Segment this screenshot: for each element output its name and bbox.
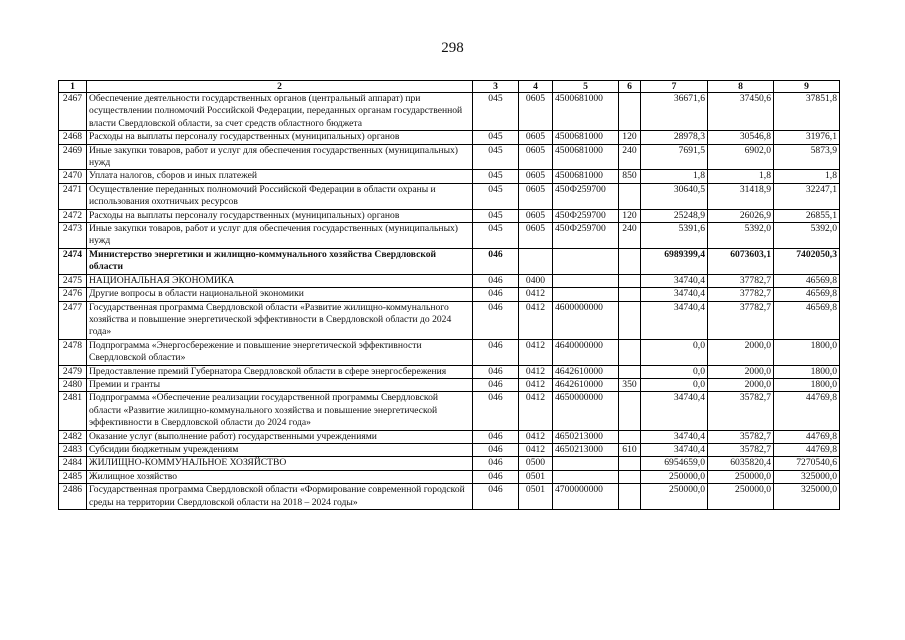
row-number: 2477 (59, 301, 87, 339)
amount-col7: 0,0 (641, 365, 708, 378)
amount-col9: 325000,0 (774, 484, 840, 510)
row-number: 2471 (59, 183, 87, 209)
expense-type-code (619, 248, 641, 274)
expense-type-code (619, 339, 641, 365)
amount-col7: 6989399,4 (641, 248, 708, 274)
row-name: Министерство энергетики и жилищно-коммунального хозяйства Свердловской области (87, 248, 473, 274)
target-article-code (553, 470, 619, 483)
target-article-code (553, 274, 619, 287)
ministry-code: 046 (473, 248, 519, 274)
row-name: Расходы на выплаты персоналу государственных (муниципальных) органов (87, 131, 473, 144)
row-number: 2482 (59, 430, 87, 443)
table-row (59, 430, 840, 443)
amount-col8: 2000,0 (708, 378, 774, 391)
amount-col8: 6902,0 (708, 144, 774, 170)
ministry-code: 046 (473, 430, 519, 443)
section-code: 0605 (519, 183, 553, 209)
row-name: НАЦИОНАЛЬНАЯ ЭКОНОМИКА (87, 274, 473, 287)
section-code: 0412 (519, 378, 553, 391)
amount-col8: 6073603,1 (708, 248, 774, 274)
header-cell: 9 (774, 81, 840, 93)
amount-col7: 250000,0 (641, 470, 708, 483)
header-cell: 5 (553, 81, 619, 93)
expense-type-code (619, 470, 641, 483)
amount-col8: 37782,7 (708, 301, 774, 339)
table-row (59, 93, 840, 131)
target-article-code: 4650213000 (553, 443, 619, 456)
amount-col9: 5873,9 (774, 144, 840, 170)
section-code: 0412 (519, 288, 553, 301)
amount-col7: 0,0 (641, 339, 708, 365)
target-article-code: 4500681000 (553, 170, 619, 183)
amount-col8: 1,8 (708, 170, 774, 183)
amount-col7: 6954659,0 (641, 457, 708, 470)
row-number: 2483 (59, 443, 87, 456)
expense-type-code: 120 (619, 209, 641, 222)
target-article-code: 4700000000 (553, 484, 619, 510)
expense-type-code (619, 392, 641, 430)
row-number: 2468 (59, 131, 87, 144)
expense-type-code: 850 (619, 170, 641, 183)
amount-col9: 7270540,6 (774, 457, 840, 470)
ministry-code: 045 (473, 131, 519, 144)
expense-type-code (619, 288, 641, 301)
header-cell: 4 (519, 81, 553, 93)
row-number: 2470 (59, 170, 87, 183)
expense-type-code (619, 365, 641, 378)
row-number: 2469 (59, 144, 87, 170)
target-article-code: 450Ф259700 (553, 223, 619, 249)
section-code: 0412 (519, 443, 553, 456)
table-row (59, 288, 840, 301)
ministry-code: 046 (473, 274, 519, 287)
amount-col7: 25248,9 (641, 209, 708, 222)
section-code: 0400 (519, 274, 553, 287)
target-article-code: 4642610000 (553, 365, 619, 378)
row-number: 2485 (59, 470, 87, 483)
section-code: 0412 (519, 365, 553, 378)
row-name: Другие вопросы в области национальной экономики (87, 288, 473, 301)
header-cell: 2 (87, 81, 473, 93)
table-row (59, 144, 840, 170)
amount-col8: 35782,7 (708, 443, 774, 456)
target-article-code: 4500681000 (553, 93, 619, 131)
table-row (59, 223, 840, 249)
row-name: Субсидии бюджетным учреждениям (87, 443, 473, 456)
row-name: Иные закупки товаров, работ и услуг для обеспечения государственных (муниципальных) нужд (87, 223, 473, 249)
amount-col9: 44769,8 (774, 392, 840, 430)
expense-type-code: 610 (619, 443, 641, 456)
section-code: 0501 (519, 484, 553, 510)
table-row (59, 457, 840, 470)
ministry-code: 045 (473, 209, 519, 222)
ministry-code: 045 (473, 93, 519, 131)
row-name: Государственная программа Свердловской области «Формирование современной городской среды на территории Свердловской области на 2018 – 2024 годы» (87, 484, 473, 510)
amount-col7: 7691,5 (641, 144, 708, 170)
target-article-code: 4642610000 (553, 378, 619, 391)
expense-type-code (619, 301, 641, 339)
row-name: Расходы на выплаты персоналу государственных (муниципальных) органов (87, 209, 473, 222)
expense-type-code (619, 274, 641, 287)
expense-type-code (619, 183, 641, 209)
amount-col9: 46569,8 (774, 301, 840, 339)
amount-col7: 34740,4 (641, 443, 708, 456)
expense-type-code: 240 (619, 223, 641, 249)
amount-col7: 0,0 (641, 378, 708, 391)
header-cell: 3 (473, 81, 519, 93)
target-article-code: 4500681000 (553, 144, 619, 170)
amount-col9: 325000,0 (774, 470, 840, 483)
row-number: 2472 (59, 209, 87, 222)
row-number: 2476 (59, 288, 87, 301)
row-number: 2467 (59, 93, 87, 131)
ministry-code: 046 (473, 339, 519, 365)
ministry-code: 046 (473, 365, 519, 378)
amount-col7: 30640,5 (641, 183, 708, 209)
section-code: 0605 (519, 209, 553, 222)
amount-col9: 1800,0 (774, 378, 840, 391)
amount-col7: 1,8 (641, 170, 708, 183)
amount-col7: 34740,4 (641, 274, 708, 287)
amount-col9: 1,8 (774, 170, 840, 183)
amount-col7: 5391,6 (641, 223, 708, 249)
row-number: 2478 (59, 339, 87, 365)
expense-type-code: 350 (619, 378, 641, 391)
amount-col8: 35782,7 (708, 430, 774, 443)
table-row (59, 183, 840, 209)
table-row (59, 392, 840, 430)
table-row (59, 470, 840, 483)
amount-col8: 31418,9 (708, 183, 774, 209)
amount-col9: 31976,1 (774, 131, 840, 144)
ministry-code: 045 (473, 183, 519, 209)
amount-col7: 36671,6 (641, 93, 708, 131)
row-number: 2481 (59, 392, 87, 430)
amount-col9: 1800,0 (774, 339, 840, 365)
row-name: Премии и гранты (87, 378, 473, 391)
amount-col7: 34740,4 (641, 430, 708, 443)
section-code: 0412 (519, 339, 553, 365)
budget-table (58, 80, 840, 510)
amount-col8: 2000,0 (708, 365, 774, 378)
table-row (59, 365, 840, 378)
header-cell: 8 (708, 81, 774, 93)
section-code: 0605 (519, 144, 553, 170)
amount-col7: 34740,4 (641, 288, 708, 301)
ministry-code: 045 (473, 144, 519, 170)
table-row (59, 378, 840, 391)
amount-col8: 37782,7 (708, 288, 774, 301)
amount-col9: 26855,1 (774, 209, 840, 222)
expense-type-code (619, 457, 641, 470)
amount-col8: 37782,7 (708, 274, 774, 287)
target-article-code: 4650213000 (553, 430, 619, 443)
target-article-code: 4600000000 (553, 301, 619, 339)
expense-type-code: 120 (619, 131, 641, 144)
amount-col9: 46569,8 (774, 288, 840, 301)
expense-type-code (619, 93, 641, 131)
section-code: 0412 (519, 430, 553, 443)
row-number: 2480 (59, 378, 87, 391)
section-code: 0605 (519, 170, 553, 183)
amount-col9: 32247,1 (774, 183, 840, 209)
ministry-code: 046 (473, 392, 519, 430)
page-number: 298 (441, 40, 464, 56)
amount-col8: 6035820,4 (708, 457, 774, 470)
row-name: Подпрограмма «Обеспечение реализации государственной программы Свердловской области «Развитие жилищно-коммунального хозяйства и повышение энергетической эффективности в Свердловской области до 2024 года» (87, 392, 473, 430)
ministry-code: 046 (473, 443, 519, 456)
table-row (59, 301, 840, 339)
row-name: Обеспечение деятельности государственных органов (центральный аппарат) при осуществлении полномочий Российской Федерации, переданных органам государственной власти Свердловской области, за счет средств областного бюджета (87, 93, 473, 131)
expense-type-code: 240 (619, 144, 641, 170)
target-article-code: 4640000000 (553, 339, 619, 365)
section-code (519, 248, 553, 274)
row-name: Подпрограмма «Энергосбережение и повышение энергетической эффективности Свердловской области» (87, 339, 473, 365)
amount-col9: 44769,8 (774, 443, 840, 456)
amount-col8: 35782,7 (708, 392, 774, 430)
row-name: Иные закупки товаров, работ и услуг для обеспечения государственных (муниципальных) нужд (87, 144, 473, 170)
section-code: 0412 (519, 392, 553, 430)
table-header-row (59, 81, 840, 93)
amount-col7: 34740,4 (641, 301, 708, 339)
row-number: 2486 (59, 484, 87, 510)
expense-type-code (619, 484, 641, 510)
amount-col8: 5392,0 (708, 223, 774, 249)
target-article-code: 450Ф259700 (553, 209, 619, 222)
amount-col8: 250000,0 (708, 484, 774, 510)
ministry-code: 045 (473, 223, 519, 249)
row-number: 2473 (59, 223, 87, 249)
amount-col7: 250000,0 (641, 484, 708, 510)
amount-col8: 250000,0 (708, 470, 774, 483)
amount-col9: 1800,0 (774, 365, 840, 378)
row-name: Уплата налогов, сборов и иных платежей (87, 170, 473, 183)
target-article-code: 4650000000 (553, 392, 619, 430)
amount-col8: 2000,0 (708, 339, 774, 365)
header-cell: 6 (619, 81, 641, 93)
ministry-code: 046 (473, 288, 519, 301)
row-number: 2475 (59, 274, 87, 287)
table-row (59, 209, 840, 222)
target-article-code: 4500681000 (553, 131, 619, 144)
row-name: Оказание услуг (выполнение работ) государственными учреждениями (87, 430, 473, 443)
table-row (59, 274, 840, 287)
amount-col9: 5392,0 (774, 223, 840, 249)
section-code: 0605 (519, 223, 553, 249)
target-article-code (553, 288, 619, 301)
table-row (59, 484, 840, 510)
ministry-code: 046 (473, 301, 519, 339)
table-row (59, 339, 840, 365)
row-name: ЖИЛИЩНО-КОММУНАЛЬНОЕ ХОЗЯЙСТВО (87, 457, 473, 470)
ministry-code: 045 (473, 170, 519, 183)
amount-col8: 37450,6 (708, 93, 774, 131)
table-row (59, 131, 840, 144)
amount-col9: 7402050,3 (774, 248, 840, 274)
amount-col7: 34740,4 (641, 392, 708, 430)
ministry-code: 046 (473, 484, 519, 510)
ministry-code: 046 (473, 457, 519, 470)
header-cell: 7 (641, 81, 708, 93)
amount-col9: 37851,8 (774, 93, 840, 131)
section-code: 0605 (519, 131, 553, 144)
section-code: 0605 (519, 93, 553, 131)
amount-col7: 28978,3 (641, 131, 708, 144)
section-code: 0412 (519, 301, 553, 339)
table-row (59, 170, 840, 183)
amount-col8: 26026,9 (708, 209, 774, 222)
section-code: 0500 (519, 457, 553, 470)
row-number: 2474 (59, 248, 87, 274)
table-row (59, 248, 840, 274)
ministry-code: 046 (473, 470, 519, 483)
amount-col8: 30546,8 (708, 131, 774, 144)
row-number: 2479 (59, 365, 87, 378)
target-article-code (553, 248, 619, 274)
row-name: Жилищное хозяйство (87, 470, 473, 483)
ministry-code: 046 (473, 378, 519, 391)
section-code: 0501 (519, 470, 553, 483)
row-name: Осуществление переданных полномочий Российской Федерации в области охраны и использования охотничьих ресурсов (87, 183, 473, 209)
row-name: Государственная программа Свердловской области «Развитие жилищно-коммунального хозяйства и повышение энергетической эффективности в Свердловской области до 2024 года» (87, 301, 473, 339)
header-cell: 1 (59, 81, 87, 93)
amount-col9: 46569,8 (774, 274, 840, 287)
row-name: Предоставление премий Губернатора Свердловской области в сфере энергосбережения (87, 365, 473, 378)
target-article-code: 450Ф259700 (553, 183, 619, 209)
table-row (59, 443, 840, 456)
amount-col9: 44769,8 (774, 430, 840, 443)
expense-type-code (619, 430, 641, 443)
row-number: 2484 (59, 457, 87, 470)
target-article-code (553, 457, 619, 470)
